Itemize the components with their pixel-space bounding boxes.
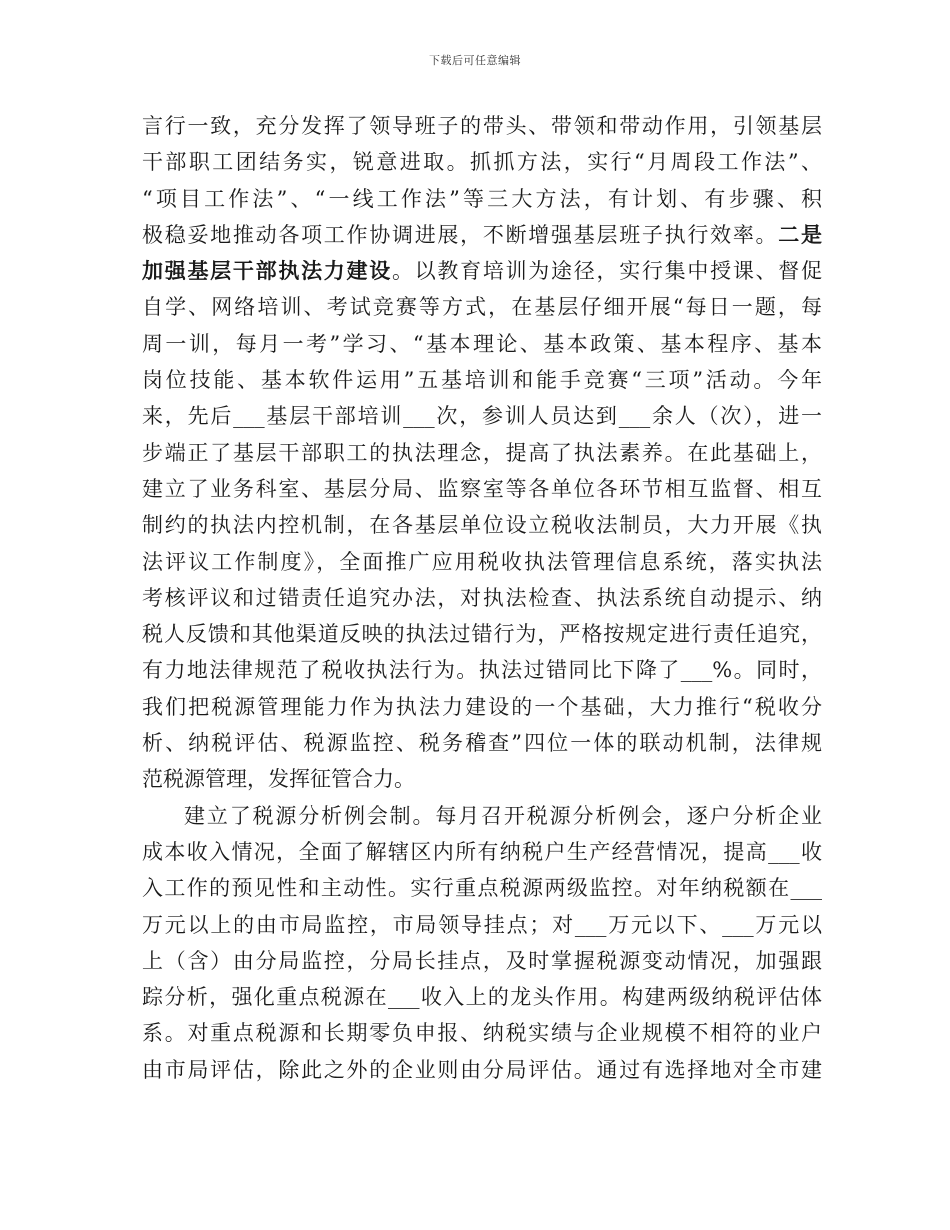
text-line: 制约的执法内控机制，在各基层单位设立税收法制员，大力开展《执	[142, 513, 822, 538]
page-header: 下载后可任意编辑	[429, 54, 521, 67]
text-line: 建立了业务科室、基层分局、监察室等各单位各环节相互监督、相互	[142, 476, 822, 501]
text-line: 周一训，每月一考”学习、“基本理论、基本政策、基本程序、基本	[142, 331, 822, 356]
text-line: 由市局评估，除此之外的企业则由分局评估。通过有选择地对全市建	[142, 1057, 822, 1082]
text-line: 自学、网络培训、考试竞赛等方式，在基层仔细开展“每日一题，每	[142, 295, 822, 320]
text-line: 成本收入情况，全面了解辖区内所有纳税户生产经营情况，提高___收	[142, 839, 822, 864]
text-line: 我们把税源管理能力作为执法力建设的一个基础，大力推行“税收分	[142, 694, 822, 719]
text-line: 上（含）由分局监控，分局长挂点，及时掌握税源变动情况，加强跟	[142, 948, 822, 973]
text-line: 系。对重点税源和长期零负申报、纳税实绩与企业规模不相符的业户	[142, 1021, 822, 1046]
bold-heading: 二是	[778, 221, 823, 247]
text-line: 极稳妥地推动各项工作协调进展，不断增强基层班子执行效率。二是	[142, 221, 823, 247]
text-line: 范税源管理，发挥征管合力。	[142, 767, 415, 792]
text-line: 言行一致，充分发挥了领导班子的带头、带领和带动作用，引领基层	[142, 114, 822, 138]
text-line: 步端正了基层干部职工的执法理念，提高了执法素养。在此基础上，	[142, 440, 822, 465]
text-line: 来，先后___基层干部培训___次，参训人员达到___余人（次），进一	[142, 404, 822, 429]
text-line: 法评议工作制度》，全面推广应用税收执法管理信息系统，落实执法	[142, 549, 822, 574]
text-line: 析、纳税评估、税源监控、税务稽查”四位一体的联动机制，法律规	[142, 731, 822, 756]
text-line: 税人反馈和其他渠道反映的执法过错行为，严格按规定进行责任追究，	[142, 622, 822, 647]
bold-heading: 加强基层干部执法力建设	[142, 258, 392, 284]
text-line: 考核评议和过错责任追究办法，对执法检查、执法系统自动提示、纳	[142, 585, 822, 610]
text-line: 踪分析，强化重点税源在___收入上的龙头作用。构建两级纳税评估体	[142, 985, 822, 1010]
document-body	[142, 108, 822, 1088]
text-line: 岗位技能、基本软件运用”五基培训和能手竞赛“三项”活动。今年	[142, 368, 822, 393]
text-line: 加强基层干部执法力建设。以教育培训为途径，实行集中授课、督促	[142, 258, 822, 284]
text-line: “项目工作法”、“一线工作法”等三大方法，有计划、有步骤、积	[142, 186, 822, 211]
paragraph-first-line: 建立了税源分析例会制。每月召开税源分析例会，逐户分析企业	[184, 803, 822, 828]
text-line: 入工作的预见性和主动性。实行重点税源两级监控。对年纳税额在___	[142, 876, 822, 901]
text-line: 干部职工团结务实，锐意进取。抓抓方法，实行“月周段工作法”、	[142, 150, 822, 175]
text-line: 万元以上的由市局监控，市局领导挂点；对___万元以下、___万元以	[142, 912, 822, 937]
text-line: 有力地法律规范了税收执法行为。执法过错同比下降了___%。同时，	[142, 658, 822, 683]
